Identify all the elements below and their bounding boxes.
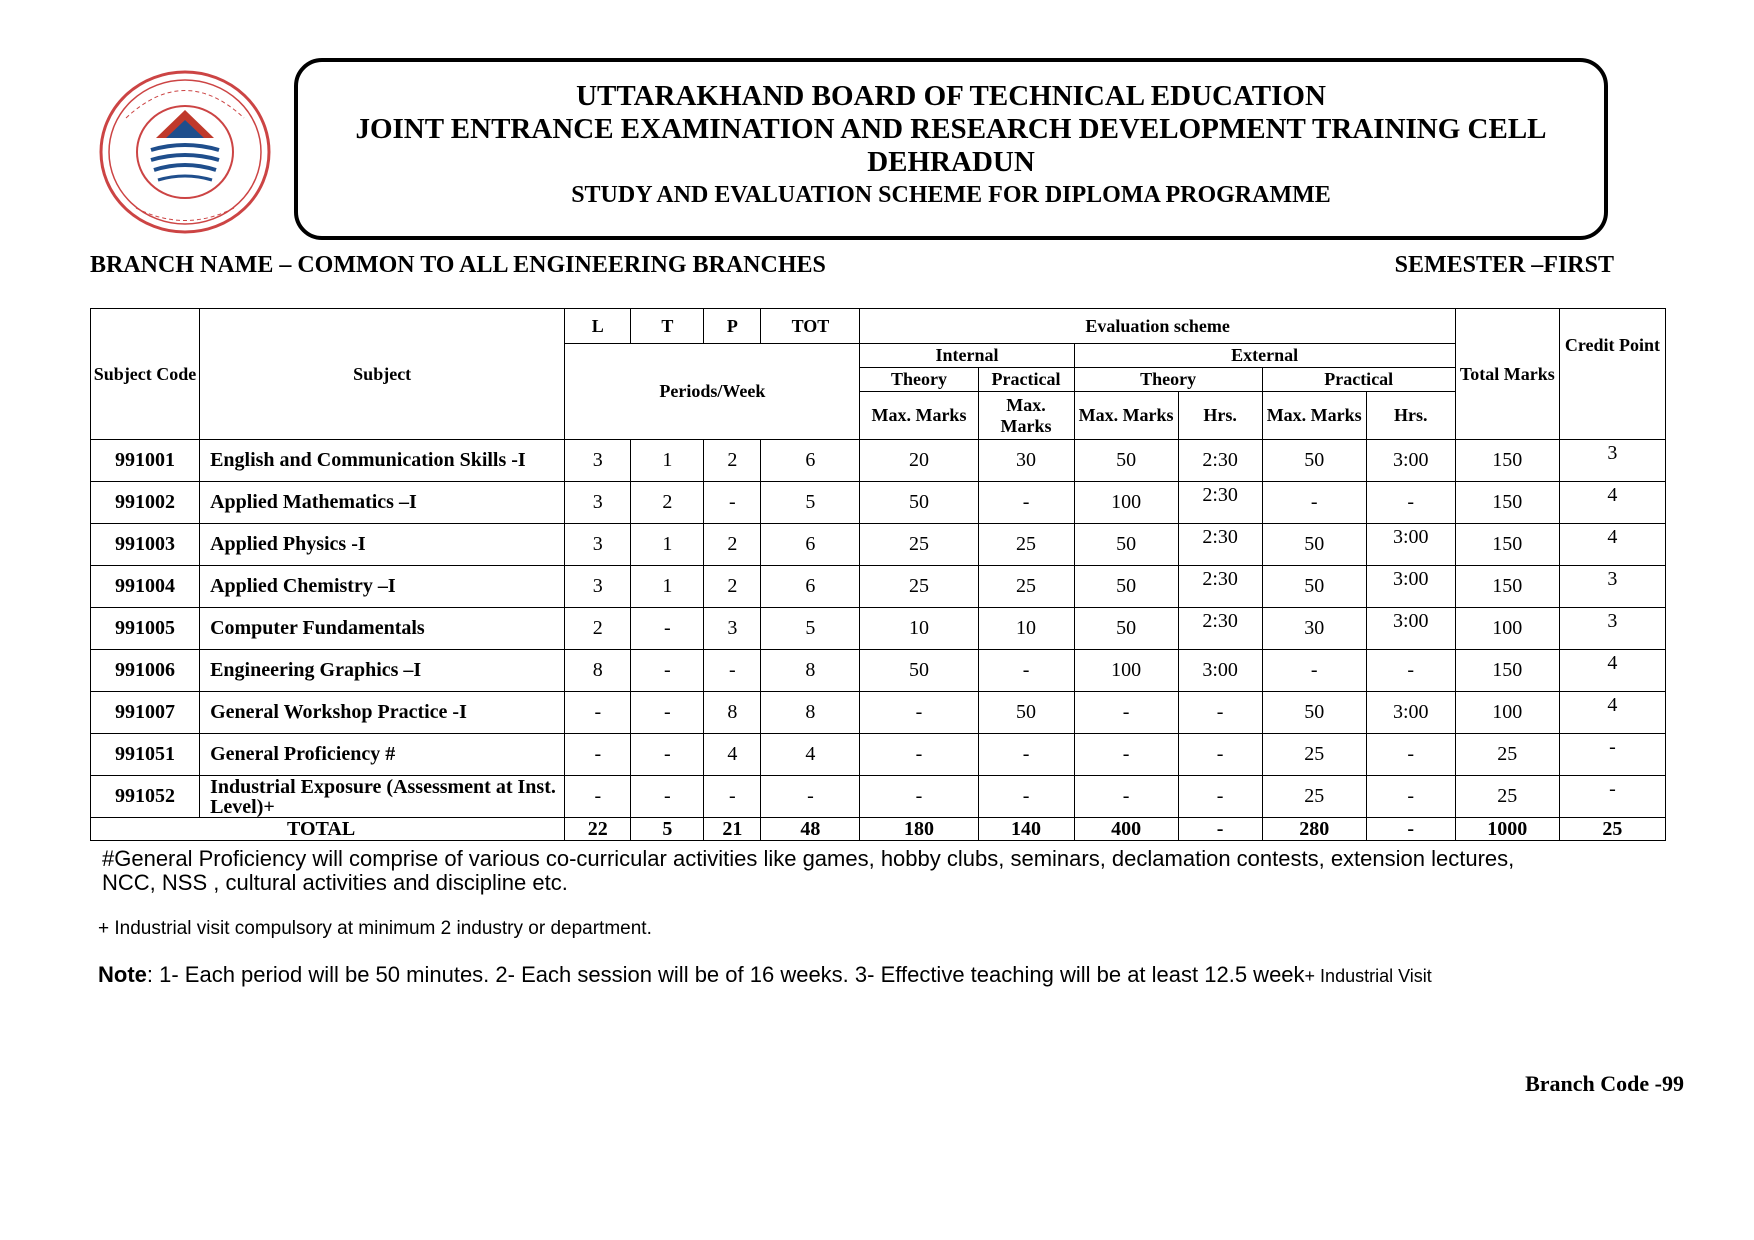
header-internal-theory: Theory [860,368,978,392]
scheme-title: STUDY AND EVALUATION SCHEME FOR DIPLOMA PROGRAMME [571,182,1331,208]
semester-label: SEMESTER –FIRST [1394,252,1614,278]
ext-pr-cell: 25 [1262,776,1366,818]
total-cell: 150 [1455,566,1559,608]
header-max-marks: Max. Marks [860,392,978,440]
total-cell: 25 [1455,734,1559,776]
table-row [91,482,1666,524]
credit-cell: 4 [1559,482,1665,524]
table-row [91,608,1666,650]
branch-code: Branch Code -99 [1525,1071,1684,1096]
total-TOT-cell: 48 [761,818,860,841]
ext-th-hrs-cell: - [1178,734,1262,776]
total-cell: 150 [1455,650,1559,692]
int-pr-cell: 25 [978,566,1074,608]
ext-pr-hrs-cell: 3:00 [1366,692,1455,734]
L-cell: 3 [565,440,631,482]
int-pr-cell: 30 [978,440,1074,482]
header-external: External [1074,344,1455,368]
L-cell: - [565,734,631,776]
header-TOT: TOT [761,309,860,344]
TOT-cell: - [761,776,860,818]
ext-th-cell: 50 [1074,608,1178,650]
P-cell: 2 [704,524,761,566]
P-cell: 2 [704,566,761,608]
total-total-cell: 1000 [1455,818,1559,841]
P-cell: 2 [704,440,761,482]
header-credit-point: Credit Point [1559,309,1665,440]
header-T: T [631,309,704,344]
header-max-marks: Max. Marks [978,392,1074,440]
note-label: Note [98,962,147,987]
branch-line [90,252,1614,279]
T-cell: - [631,734,704,776]
total-ext-pr-hrs-cell: - [1366,818,1455,841]
header-internal-practical: Practical [978,368,1074,392]
ext-pr-hrs-cell: - [1366,734,1455,776]
ext-pr-cell: 30 [1262,608,1366,650]
int-th-cell: - [860,734,978,776]
ext-pr-hrs-cell: 3:00 [1366,440,1455,482]
P-cell: - [704,650,761,692]
board-seal-logo-icon [96,68,274,236]
int-th-cell: 25 [860,566,978,608]
ext-th-hrs-cell: - [1178,776,1262,818]
ext-pr-cell: 50 [1262,524,1366,566]
TOT-cell: 5 [761,608,860,650]
subject-code-cell: 991003 [91,524,200,566]
subject-name-cell: General Proficiency # [200,734,565,776]
subject-name-cell: English and Communication Skills -I [200,440,565,482]
T-cell: - [631,608,704,650]
P-cell: 4 [704,734,761,776]
credit-cell: 4 [1559,524,1665,566]
table-row [91,650,1666,692]
ext-pr-cell: 25 [1262,734,1366,776]
total-L-cell: 22 [565,818,631,841]
session-note [98,962,1432,988]
subject-code-cell: 991007 [91,692,200,734]
ext-th-hrs-cell: - [1178,692,1262,734]
table-row [91,692,1666,734]
header-max-marks: Max. Marks [1074,392,1178,440]
subject-name-cell: Applied Chemistry –I [200,566,565,608]
ext-th-hrs-cell: 2:30 [1178,608,1262,650]
T-cell: - [631,776,704,818]
int-pr-cell: 25 [978,524,1074,566]
table-row [91,734,1666,776]
TOT-cell: 4 [761,734,860,776]
int-th-cell: 10 [860,608,978,650]
subject-name-cell: Applied Physics -I [200,524,565,566]
L-cell: - [565,776,631,818]
header-box [294,58,1608,240]
header-external-practical: Practical [1262,368,1455,392]
credit-cell: 3 [1559,440,1665,482]
total-ext-pr-cell: 280 [1262,818,1366,841]
header-total-marks: Total Marks [1455,309,1559,440]
total-int-th-cell: 180 [860,818,978,841]
table-row [91,440,1666,482]
total-cell: 100 [1455,692,1559,734]
L-cell: - [565,692,631,734]
city-title: DEHRADUN [867,146,1035,178]
total-ext-th-cell: 400 [1074,818,1178,841]
int-th-cell: 50 [860,482,978,524]
int-pr-cell: - [978,482,1074,524]
T-cell: - [631,650,704,692]
header-periods-week: Periods/Week [565,344,860,440]
ext-pr-hrs-cell: 3:00 [1366,566,1455,608]
int-pr-cell: 50 [978,692,1074,734]
P-cell: 3 [704,608,761,650]
ext-th-hrs-cell: 2:30 [1178,482,1262,524]
ext-th-cell: 100 [1074,482,1178,524]
TOT-cell: 5 [761,482,860,524]
subject-code-cell: 991005 [91,608,200,650]
P-cell: - [704,776,761,818]
subject-code-cell: 991002 [91,482,200,524]
credit-cell: 4 [1559,692,1665,734]
TOT-cell: 6 [761,524,860,566]
int-pr-cell: - [978,650,1074,692]
total-credit-cell: 25 [1559,818,1665,841]
ext-th-cell: 50 [1074,566,1178,608]
L-cell: 8 [565,650,631,692]
ext-th-hrs-cell: 3:00 [1178,650,1262,692]
ext-th-cell: - [1074,692,1178,734]
ext-pr-cell: 50 [1262,566,1366,608]
total-ext-th-hrs-cell: - [1178,818,1262,841]
credit-cell: 3 [1559,566,1665,608]
subject-name-cell: Industrial Exposure (Assessment at Inst. Level)+ [200,776,565,818]
ext-pr-hrs-cell: - [1366,482,1455,524]
int-pr-cell: - [978,734,1074,776]
int-th-cell: - [860,776,978,818]
TOT-cell: 8 [761,650,860,692]
total-int-pr-cell: 140 [978,818,1074,841]
header-external-theory: Theory [1074,368,1262,392]
header-max-marks: Max. Marks [1262,392,1366,440]
total-T-cell: 5 [631,818,704,841]
L-cell: 3 [565,482,631,524]
ext-th-hrs-cell: 2:30 [1178,524,1262,566]
subject-name-cell: Computer Fundamentals [200,608,565,650]
total-P-cell: 21 [704,818,761,841]
ext-pr-hrs-cell: - [1366,776,1455,818]
table-row [91,776,1666,818]
header-hrs: Hrs. [1366,392,1455,440]
evaluation-scheme-table [90,308,1666,841]
branch-name: BRANCH NAME – COMMON TO ALL ENGINEERING BRANCHES [90,252,826,278]
P-cell: 8 [704,692,761,734]
table-row [91,524,1666,566]
T-cell: - [631,692,704,734]
header-subject: Subject [200,309,565,440]
ext-th-cell: - [1074,776,1178,818]
ext-th-hrs-cell: 2:30 [1178,440,1262,482]
header-evaluation-scheme: Evaluation scheme [860,309,1455,344]
T-cell: 1 [631,566,704,608]
total-cell: 150 [1455,482,1559,524]
header-internal: Internal [860,344,1074,368]
ext-th-cell: 100 [1074,650,1178,692]
ext-pr-hrs-cell: - [1366,650,1455,692]
industrial-visit-note: + Industrial visit compulsory at minimum 2 industry or department. [98,918,652,939]
int-pr-cell: 10 [978,608,1074,650]
ext-pr-hrs-cell: 3:00 [1366,524,1455,566]
subject-name-cell: Engineering Graphics –I [200,650,565,692]
credit-cell: 4 [1559,650,1665,692]
board-title: UTTARAKHAND BOARD OF TECHNICAL EDUCATION [576,80,1326,112]
ext-th-cell: 50 [1074,440,1178,482]
ext-pr-cell: - [1262,482,1366,524]
int-th-cell: 50 [860,650,978,692]
total-cell: 100 [1455,608,1559,650]
subject-code-cell: 991004 [91,566,200,608]
TOT-cell: 6 [761,566,860,608]
ext-th-cell: 50 [1074,524,1178,566]
ext-th-hrs-cell: 2:30 [1178,566,1262,608]
subject-code-cell: 991052 [91,776,200,818]
subject-code-cell: 991001 [91,440,200,482]
total-label: TOTAL [91,818,565,841]
general-proficiency-note: #General Proficiency will comprise of various co-curricular activities like games, hobby clubs, seminars, declamation contests, extension lectures, NCC, NSS , cultural activities and discipline etc. [102,846,1515,895]
TOT-cell: 6 [761,440,860,482]
int-th-cell: 25 [860,524,978,566]
ext-pr-cell: 50 [1262,692,1366,734]
ext-pr-cell: 50 [1262,440,1366,482]
T-cell: 2 [631,482,704,524]
TOT-cell: 8 [761,692,860,734]
total-row [91,818,1666,841]
L-cell: 3 [565,566,631,608]
ext-pr-cell: - [1262,650,1366,692]
cell-title: JOINT ENTRANCE EXAMINATION AND RESEARCH DEVELOPMENT TRAINING CELL [355,113,1547,145]
header-L: L [565,309,631,344]
P-cell: - [704,482,761,524]
header-hrs: Hrs. [1178,392,1262,440]
int-th-cell: 20 [860,440,978,482]
L-cell: 3 [565,524,631,566]
total-cell: 25 [1455,776,1559,818]
table-row [91,566,1666,608]
credit-cell: - [1559,776,1665,818]
T-cell: 1 [631,524,704,566]
credit-cell: 3 [1559,608,1665,650]
T-cell: 1 [631,440,704,482]
ext-th-cell: - [1074,734,1178,776]
total-cell: 150 [1455,524,1559,566]
ext-pr-hrs-cell: 3:00 [1366,608,1455,650]
subject-name-cell: Applied Mathematics –I [200,482,565,524]
header-subject-code: Subject Code [91,309,200,440]
int-pr-cell: - [978,776,1074,818]
L-cell: 2 [565,608,631,650]
subject-code-cell: 991006 [91,650,200,692]
subject-code-cell: 991051 [91,734,200,776]
note-suffix: + Industrial Visit [1304,966,1432,986]
header-P: P [704,309,761,344]
note-text: : 1- Each period will be 50 minutes. 2- Each session will be of 16 weeks. 3- Effective teaching will be at least 12.5 week [146,962,1305,987]
total-cell: 150 [1455,440,1559,482]
int-th-cell: - [860,692,978,734]
credit-cell: - [1559,734,1665,776]
subject-name-cell: General Workshop Practice -I [200,692,565,734]
